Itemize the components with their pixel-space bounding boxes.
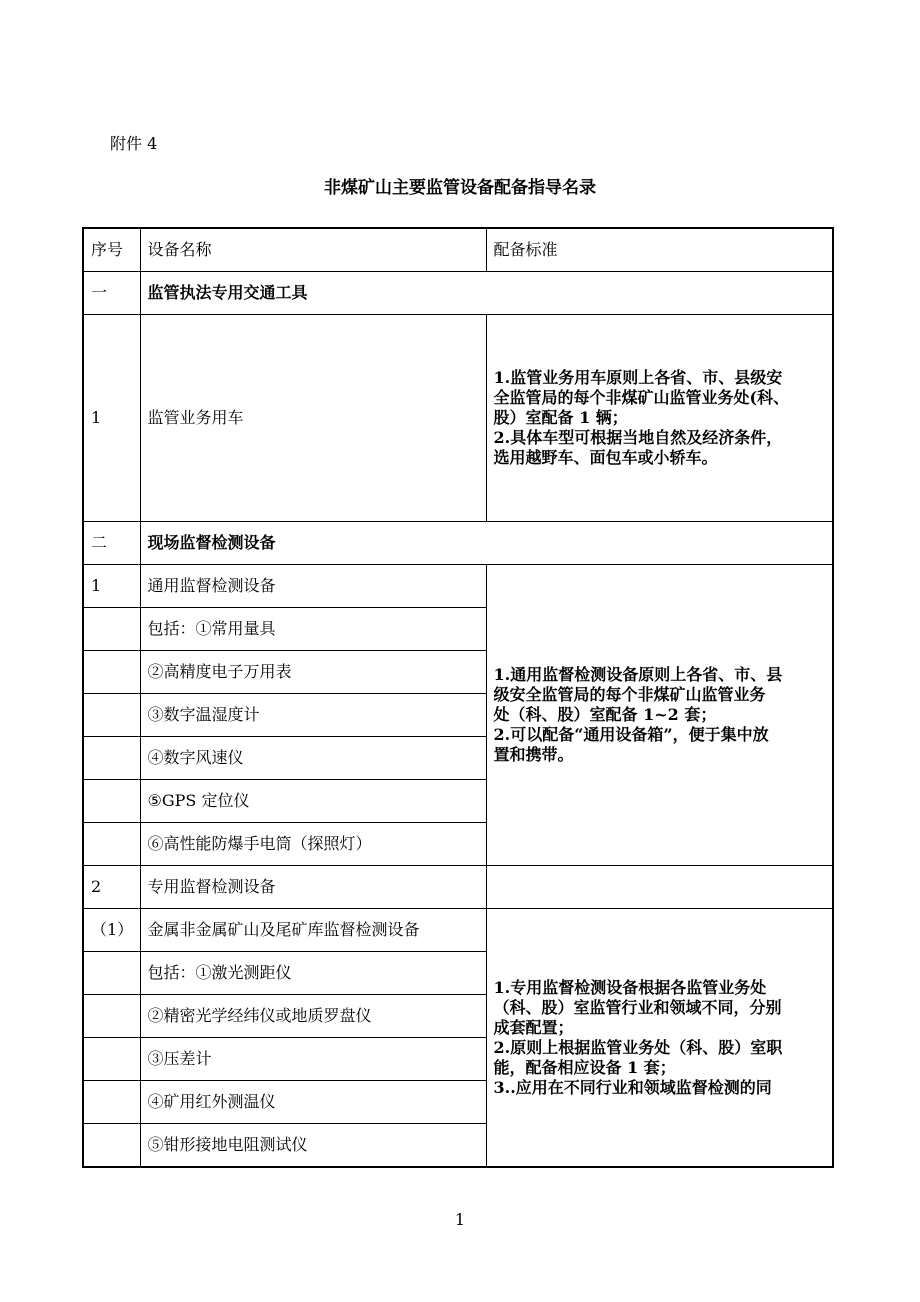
row-seq — [83, 1081, 140, 1124]
equipment-name: 专用监督检测设备 — [140, 866, 486, 909]
row-seq — [83, 995, 140, 1038]
standard-cell — [486, 315, 833, 522]
standard-line: 2.可以配备“通用设备箱”，便于集中放 — [493, 725, 769, 744]
header-standard: 配备标准 — [486, 228, 833, 272]
section-row — [83, 272, 833, 315]
standard-line: 成套配置； — [493, 1017, 574, 1037]
equipment-name: ④数字风速仪 — [140, 737, 486, 780]
standard-line: 2.具体车型可根据当地自然及经济条件， — [493, 428, 783, 447]
standard-line: （科、股）室监管行业和领域不同，分别 — [493, 997, 782, 1017]
row-seq — [83, 737, 140, 780]
standard-line: 置和携带。 — [493, 745, 574, 764]
standard-line: 级安全监管局的每个非煤矿山监管业务 — [493, 685, 766, 704]
table-row — [83, 909, 833, 952]
equipment-name: 通用监督检测设备 — [140, 565, 486, 608]
section-row — [83, 522, 833, 565]
row-seq — [83, 651, 140, 694]
table-row — [83, 565, 833, 608]
row-seq: 1 — [83, 315, 140, 522]
row-seq — [83, 952, 140, 995]
equipment-name: 包括：①激光测距仪 — [140, 952, 486, 995]
equipment-name: ⑤GPS 定位仪 — [140, 780, 486, 823]
standard-line: 3..应用在不同行业和领域监督检测的同 — [493, 1077, 772, 1097]
header-seq: 序号 — [83, 228, 140, 272]
standard-cell — [486, 565, 833, 866]
row-seq — [83, 823, 140, 866]
equipment-name: ⑥高性能防爆手电筒（探照灯） — [140, 823, 486, 866]
standard-line: 1.监管业务用车原则上各省、市、县级安 — [493, 368, 783, 387]
standard-line: 1.专用监督检测设备根据各监管业务处 — [493, 977, 767, 997]
row-seq: （1） — [83, 909, 140, 952]
standard-cell — [486, 909, 833, 1168]
page-number: 1 — [454, 1210, 466, 1229]
equipment-name: ④矿用红外测温仪 — [140, 1081, 486, 1124]
table-header-row — [83, 228, 833, 272]
row-seq — [83, 780, 140, 823]
standard-cell — [486, 866, 833, 909]
standard-line: 处（科、股）室配备 1~2 套； — [493, 705, 717, 724]
equipment-name: 金属非金属矿山及尾矿库监督检测设备 — [140, 909, 486, 952]
equipment-table — [82, 227, 834, 1168]
section-title: 现场监督检测设备 — [140, 522, 833, 565]
section-title: 监管执法专用交通工具 — [140, 272, 833, 315]
section-seq: 二 — [83, 522, 140, 565]
equipment-name: ③压差计 — [140, 1038, 486, 1081]
row-seq — [83, 694, 140, 737]
table-row — [83, 315, 833, 522]
equipment-name: 监管业务用车 — [140, 315, 486, 522]
standard-line: 选用越野车、面包车或小轿车。 — [493, 448, 718, 467]
equipment-name: ②精密光学经纬仪或地质罗盘仪 — [140, 995, 486, 1038]
row-seq — [83, 1038, 140, 1081]
standard-line: 2.原则上根据监管业务处（科、股）室职 — [493, 1037, 783, 1057]
table-row — [83, 866, 833, 909]
equipment-name: ②高精度电子万用表 — [140, 651, 486, 694]
standard-line: 能，配备相应设备 1 套； — [493, 1057, 676, 1077]
attachment-label: 附件 4 — [110, 134, 158, 153]
row-seq — [83, 608, 140, 651]
equipment-name: 包括：①常用量具 — [140, 608, 486, 651]
page-title: 非煤矿山主要监管设备配备指导名录 — [324, 178, 596, 198]
standard-line: 股）室配备 1 辆； — [493, 408, 628, 427]
equipment-name: ③数字温湿度计 — [140, 694, 486, 737]
row-seq: 2 — [83, 866, 140, 909]
header-name: 设备名称 — [140, 228, 486, 272]
section-seq: 一 — [83, 272, 140, 315]
row-seq: 1 — [83, 565, 140, 608]
row-seq — [83, 1124, 140, 1168]
standard-line: 全监管局的每个非煤矿山监管业务处(科、 — [493, 388, 790, 407]
equipment-name: ⑤钳形接地电阻测试仪 — [140, 1124, 486, 1168]
standard-line: 1.通用监督检测设备原则上各省、市、县 — [493, 665, 783, 684]
